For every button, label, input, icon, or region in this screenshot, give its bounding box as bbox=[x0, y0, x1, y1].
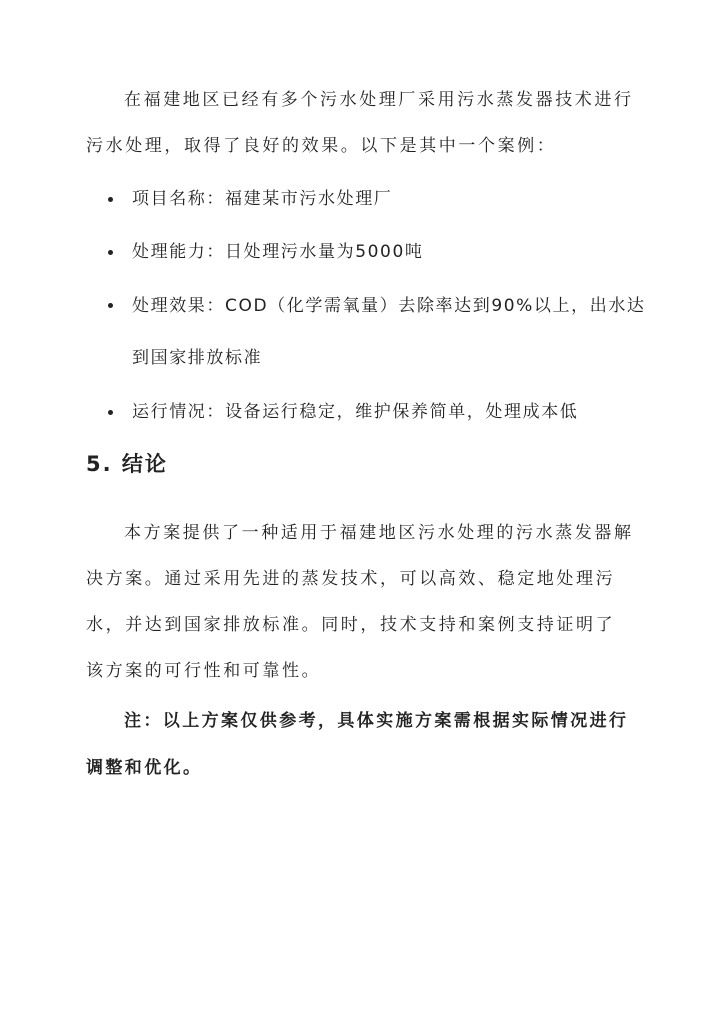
conclusion-paragraph: 本方案提供了一种适用于福建地区污水处理的污水蒸发器解决方案。通过采用先进的蒸发技术，可以高效、稳定地处理污水，并达到国家排放标准。同时，技术支持和案例支持证明了该方案的可行性和可靠性。 bbox=[86, 523, 634, 681]
bullet-icon bbox=[108, 197, 113, 202]
list-item-text: 运行情况：设备运行稳定，维护保养简单，处理成本低 bbox=[132, 402, 579, 422]
intro-paragraph: 在福建地区已经有多个污水处理厂采用污水蒸发器技术进行污水处理，取得了良好的效果。以下是其中一个案例： bbox=[86, 90, 634, 156]
list-item-text: 项目名称：福建某市污水处理厂 bbox=[132, 189, 393, 209]
note-paragraph: 注：以上方案仅供参考，具体实施方案需根据实际情况进行调整和优化。 bbox=[86, 711, 629, 778]
case-list bbox=[86, 174, 646, 440]
list-item bbox=[86, 227, 646, 277]
section-heading: 5. 结论 bbox=[86, 452, 168, 476]
bullet-icon bbox=[108, 303, 113, 308]
list-item-text: 处理效果：COD（化学需氧量）去除率达到90%以上，出水达到国家排放标准 bbox=[132, 296, 646, 368]
list-item bbox=[86, 280, 646, 384]
list-item bbox=[86, 387, 646, 437]
bullet-icon bbox=[108, 410, 113, 415]
list-item bbox=[86, 174, 646, 224]
bullet-icon bbox=[108, 250, 113, 255]
list-item-text: 处理能力：日处理污水量为5000吨 bbox=[132, 242, 424, 262]
